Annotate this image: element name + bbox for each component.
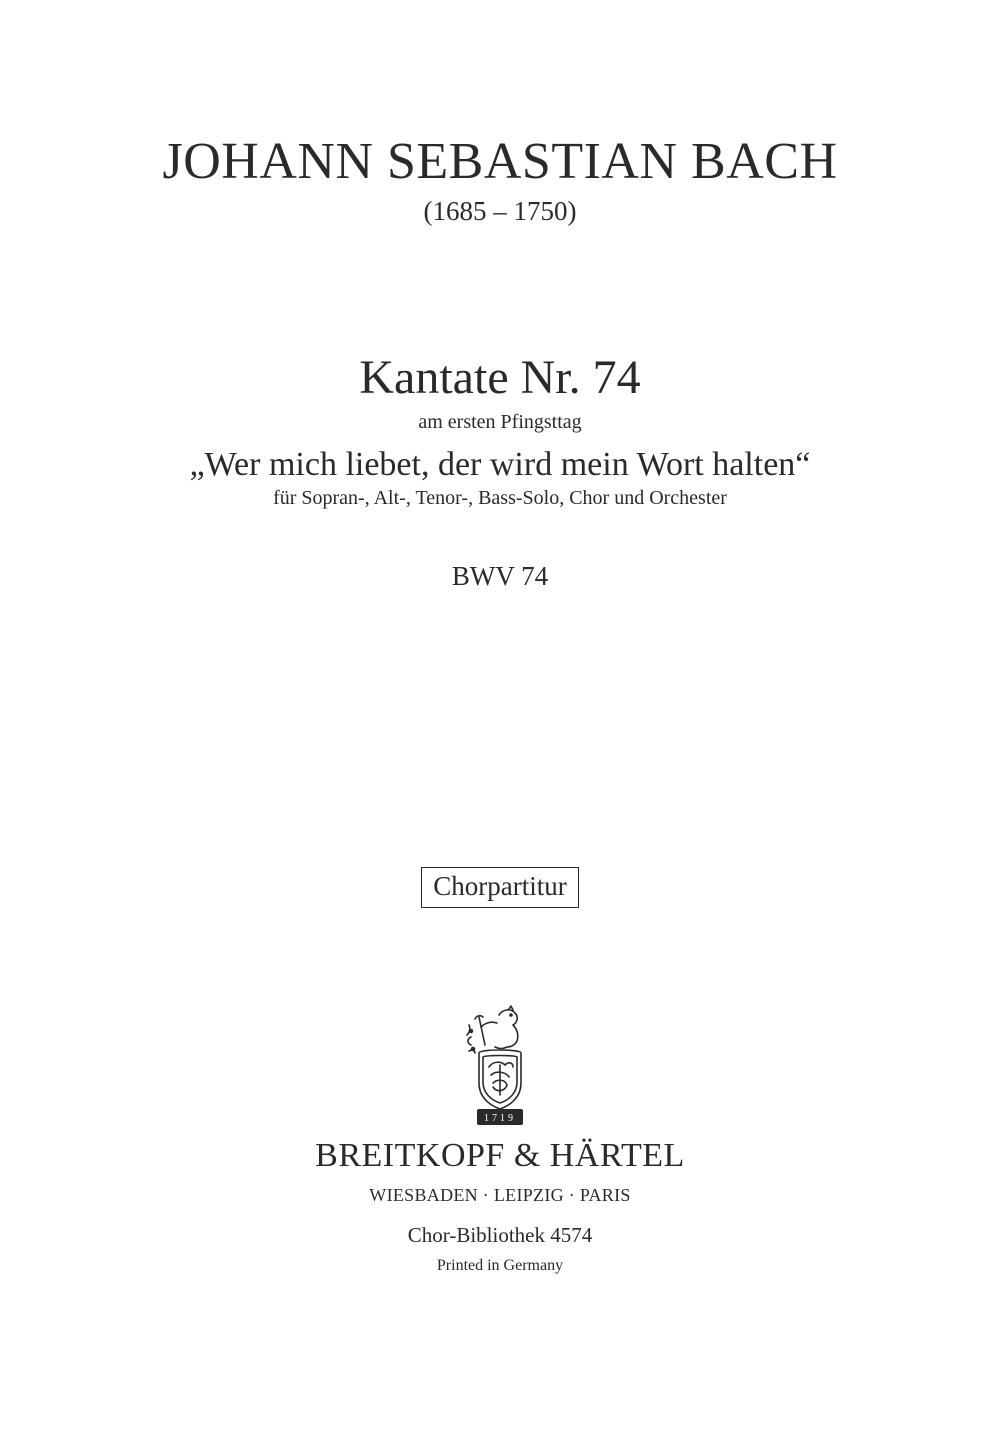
publisher-name: BREITKOPF & HÄRTEL — [315, 1137, 685, 1174]
publisher-cities: WIESBADEN · LEIPZIG · PARIS — [369, 1185, 631, 1205]
work-subtitle: „Wer mich liebet, der wird mein Wort halten“ — [189, 446, 811, 483]
work-scoring: für Sopran-, Alt-, Tenor-, Bass-Solo, Chor und Orchester — [273, 487, 727, 509]
edition-type-label: Chorpartitur — [421, 867, 578, 908]
edition-label-wrap — [0, 867, 1000, 908]
composer-dates: (1685 – 1750) — [423, 196, 577, 226]
breitkopf-haertel-bear-crest-icon — [459, 1005, 541, 1129]
composer-name: JOHANN SEBASTIAN BACH — [162, 133, 838, 190]
catalog-number: BWV 74 — [451, 561, 549, 591]
series-number: Chor-Bibliothek 4574 — [407, 1223, 593, 1247]
work-title: Kantate Nr. 74 — [359, 351, 641, 404]
logo-year: 1719 — [484, 1113, 516, 1124]
work-occasion: am ersten Pfingsttag — [418, 411, 582, 433]
printed-in-label: Printed in Germany — [436, 1257, 564, 1274]
